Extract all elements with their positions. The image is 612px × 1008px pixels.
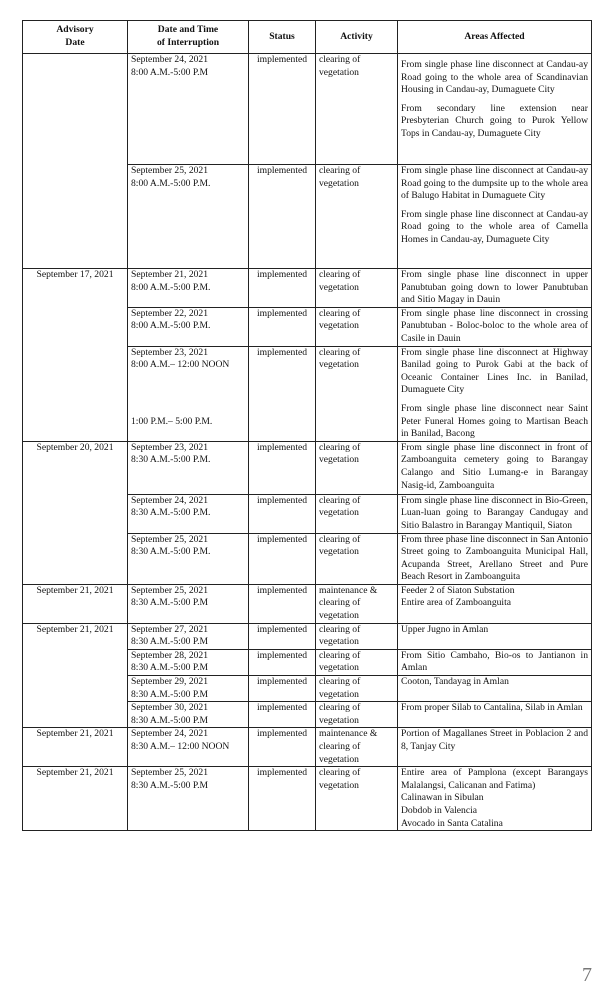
activity-cell: clearing of vegetation [316, 494, 398, 533]
areas-cell [398, 269, 592, 308]
activity-cell: maintenance & clearing of vegetation [316, 728, 398, 767]
area-text: From single phase line disconnect at Candau-ay Road going to the dumpsite up to the whole area of Balugo Habitat in Dumaguete City [401, 165, 588, 202]
table-row [23, 728, 592, 767]
areas-cell [398, 54, 592, 165]
area-text: From single phase line disconnect in crossing Panubtuban - Boloc-boloc to the whole area of Casile in Dauin [401, 307, 588, 344]
status-cell: implemented [249, 533, 316, 584]
date-time-cell: September 24, 2021 8:30 A.M.-5:00 P.M. [128, 494, 249, 533]
date-time-cell: September 30, 2021 8:30 A.M.-5:00 P.M [128, 702, 249, 728]
areas-cell [398, 494, 592, 533]
activity-cell: clearing of vegetation [316, 649, 398, 675]
table-row [23, 623, 592, 649]
status-cell: implemented [249, 54, 316, 165]
activity-cell: clearing of vegetation [316, 346, 398, 441]
area-text: From secondary line extension near Presbyterian Church going to Purok Yellow Tops in Candau-ay, Dumaguete City [401, 102, 588, 139]
date-time-cell: September 28, 2021 8:30 A.M.-5:00 P.M [128, 649, 249, 675]
date-time-cell: September 25, 2021 8:30 A.M.-5:00 P.M [128, 584, 249, 623]
status-cell: implemented [249, 165, 316, 269]
activity-cell: clearing of vegetation [316, 54, 398, 165]
advisory-date-cell: September 21, 2021 [23, 767, 128, 831]
activity-cell: clearing of vegetation [316, 307, 398, 346]
area-text: From single phase line disconnect in front of Zamboanguita cemetery going to Barangay Calango and Sitio Lumang-e in Barangay Nasig-id, Zamboanguita [401, 441, 588, 491]
advisory-date-cell: September 21, 2021 [23, 584, 128, 623]
status-cell: implemented [249, 346, 316, 441]
areas-cell [398, 165, 592, 269]
activity-cell: clearing of vegetation [316, 676, 398, 702]
status-cell: implemented [249, 676, 316, 702]
date-time-cell: September 23, 2021 8:30 A.M.-5:00 P.M. [128, 441, 249, 494]
status-cell: implemented [249, 269, 316, 308]
date-time-cell: September 24, 2021 8:30 A.M.– 12:00 NOON [128, 728, 249, 767]
areas-cell [398, 767, 592, 831]
area-text: From single phase line disconnect at Highway Banilad going to Purok Gabi at the back of Oceanic Container Lines Inc. in Banilad, Dumaguete City [401, 346, 588, 396]
advisory-date-cell [23, 54, 128, 269]
status-cell: implemented [249, 307, 316, 346]
areas-cell [398, 441, 592, 494]
status-cell: implemented [249, 767, 316, 831]
date-time-cell [128, 346, 249, 441]
area-text: Feeder 2 of Siaton Substation Entire area of Zamboanguita [401, 584, 515, 609]
areas-cell [398, 676, 592, 702]
areas-cell [398, 649, 592, 675]
date-time-cell: September 25, 2021 8:30 A.M.-5:00 P.M. [128, 533, 249, 584]
advisory-date-cell: September 20, 2021 [23, 441, 128, 584]
power-interruption-table [22, 20, 592, 831]
status-cell: implemented [249, 649, 316, 675]
table-row [23, 54, 592, 165]
areas-cell [398, 307, 592, 346]
activity-cell: maintenance & clearing of vegetation [316, 584, 398, 623]
areas-cell [398, 533, 592, 584]
area-text: Upper Jugno in Amlan [401, 623, 489, 635]
table-row [23, 269, 592, 308]
areas-cell [398, 346, 592, 441]
status-cell: implemented [249, 728, 316, 767]
area-text: From single phase line disconnect at Candau-ay Road going to the whole area of Scandinavian Housing in Candau-ay, Dumaguete City [401, 59, 588, 96]
areas-cell [398, 702, 592, 728]
header-areas-affected: Areas Affected [398, 21, 592, 54]
area-text: Cooton, Tandayag in Amlan [401, 676, 509, 688]
area-text: From three phase line disconnect in San Antonio Street going to Zamboanguita Municipal Hall, Acupanda Street, Arellano Street and Pure Beach Resort in Zamboanguita [401, 533, 588, 583]
area-text: From Sitio Cambaho, Bio-os to Jantianon in Amlan [401, 649, 588, 674]
date-time-cell: September 25, 2021 8:30 A.M.-5:00 P.M [128, 767, 249, 831]
header-advisory-date: Advisory Date [23, 21, 128, 54]
status-cell: implemented [249, 494, 316, 533]
advisory-date-cell: September 21, 2021 [23, 623, 128, 728]
table-row [23, 441, 592, 494]
area-text: From single phase line disconnect at Candau-ay Road going to the whole area of Camella Homes in Candau-ay, Dumaguete City [401, 208, 588, 245]
date-time-cell: September 29, 2021 8:30 A.M.-5:00 P.M [128, 676, 249, 702]
areas-cell [398, 584, 592, 623]
advisory-date-cell: September 21, 2021 [23, 728, 128, 767]
area-text: Entire area of Pamplona (except Barangays Malalangsi, Calicanan and Fatima) Calinawan in Sibulan Dobdob in Valencia Avocado in Santa Catalina [401, 767, 588, 829]
status-cell: implemented [249, 441, 316, 494]
activity-cell: clearing of vegetation [316, 269, 398, 308]
status-cell: implemented [249, 584, 316, 623]
table-row [23, 584, 592, 623]
status-cell: implemented [249, 623, 316, 649]
header-date-time: Date and Time of Interruption [128, 21, 249, 54]
header-row [23, 21, 592, 54]
area-text: From proper Silab to Cantalina, Silab in Amlan [401, 702, 583, 714]
areas-cell [398, 728, 592, 767]
date-time-cell: September 27, 2021 8:30 A.M.-5:00 P.M [128, 623, 249, 649]
activity-cell: clearing of vegetation [316, 441, 398, 494]
advisory-date-cell: September 17, 2021 [23, 269, 128, 442]
activity-cell: clearing of vegetation [316, 165, 398, 269]
date-time-cell: September 22, 2021 8:00 A.M.-5:00 P.M. [128, 307, 249, 346]
date-time-cell: September 25, 2021 8:00 A.M.-5:00 P.M. [128, 165, 249, 269]
date-time-cell: September 21, 2021 8:00 A.M.-5:00 P.M. [128, 269, 249, 308]
area-text: From single phase line disconnect in Bio-Green, Luan-luan going to Barangay Candugay and Sitio Balastro in Barangay Mantiquil, Siaton [401, 494, 588, 531]
areas-cell [398, 623, 592, 649]
date-time-text: September 23, 2021 8:00 A.M.– 12:00 NOON [131, 346, 230, 371]
table-row [23, 767, 592, 831]
area-text: From single phase line disconnect near Saint Peter Funeral Homes going to Martisan Beach in Banilad, Bacong [401, 402, 588, 440]
page-number: 7 [582, 964, 592, 986]
header-status: Status [249, 21, 316, 54]
status-cell: implemented [249, 702, 316, 728]
area-text: Portion of Magallanes Street in Poblacion 2 and 8, Tanjay City [401, 728, 588, 752]
activity-cell: clearing of vegetation [316, 702, 398, 728]
header-activity: Activity [316, 21, 398, 54]
date-time-text: 1:00 P.M.– 5:00 P.M. [131, 415, 213, 427]
activity-cell: clearing of vegetation [316, 623, 398, 649]
date-time-cell: September 24, 2021 8:00 A.M.-5:00 P.M [128, 54, 249, 165]
area-text: From single phase line disconnect in upper Panubtuban going down to lower Panubtuban and Sitio Magay in Dauin [401, 269, 588, 306]
activity-cell: clearing of vegetation [316, 767, 398, 831]
activity-cell: clearing of vegetation [316, 533, 398, 584]
